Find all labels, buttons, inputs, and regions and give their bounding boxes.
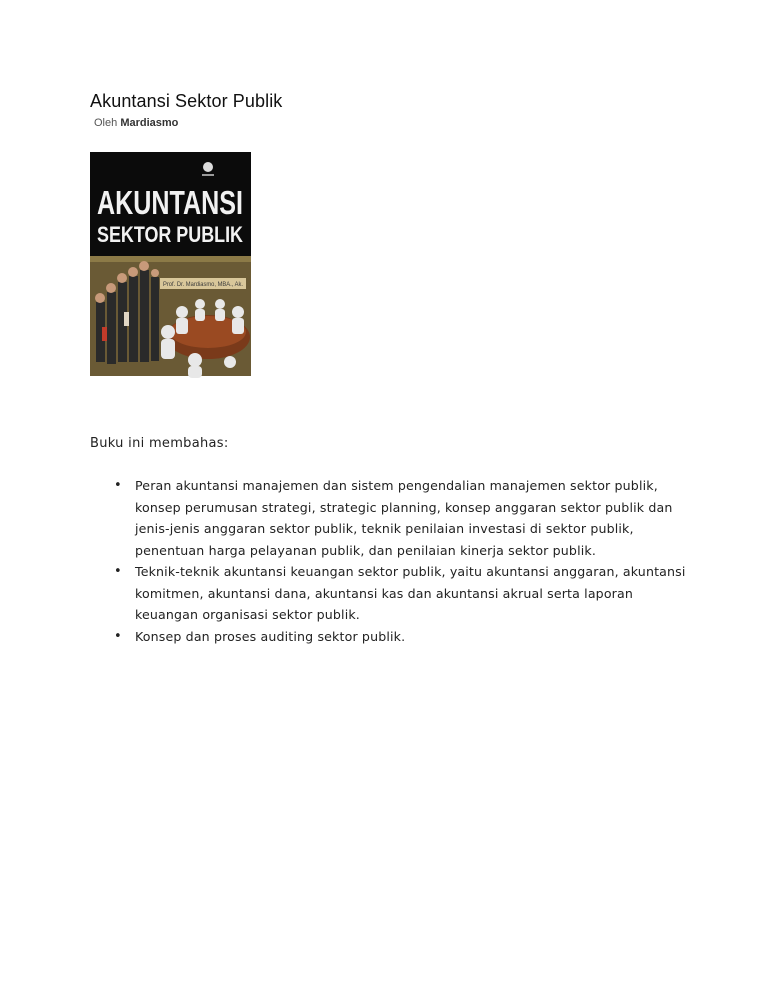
list-item bbox=[90, 626, 690, 648]
topic-list bbox=[90, 475, 690, 647]
byline bbox=[94, 117, 178, 129]
bullet-icon: • bbox=[114, 628, 122, 644]
cover-title-line1: AKUNTANSI bbox=[97, 184, 243, 221]
list-item bbox=[90, 561, 690, 626]
page-title: Akuntansi Sektor Publik bbox=[90, 91, 283, 111]
intro-text: Buku ini membahas: bbox=[90, 436, 229, 451]
list-item-text: Konsep dan proses auditing sektor publik. bbox=[135, 628, 406, 644]
cover-title-line2: SEKTOR PUBLIK bbox=[97, 222, 244, 247]
author-name: Mardiasmo bbox=[120, 117, 179, 129]
book-cover-image bbox=[90, 152, 251, 376]
cover-author-band: Prof. Dr. Mardiasmo, MBA., Ak. bbox=[163, 282, 244, 288]
list-item-text: Teknik-teknik akuntansi keuangan sektor publik, yaitu akuntansi anggaran, akuntansi komitmen, akuntansi dana, akuntansi kas dan akuntansi akrual serta laporan keuangan organisasi sektor publik. bbox=[135, 564, 686, 622]
byline-prefix: Oleh bbox=[94, 117, 118, 129]
list-item bbox=[90, 475, 690, 561]
list-item-text: Peran akuntansi manajemen dan sistem pengendalian manajemen sektor publik, konsep perumusan strategi, strategic planning, konsep anggaran sektor publik dan jenis-jenis anggaran sektor publik, teknik penilaian investasi di sektor publik, penentuan harga pelayanan publik, dan penilaian kinerja sektor publik. bbox=[135, 478, 673, 558]
bullet-icon: • bbox=[114, 564, 122, 579]
bullet-icon: • bbox=[114, 478, 122, 493]
